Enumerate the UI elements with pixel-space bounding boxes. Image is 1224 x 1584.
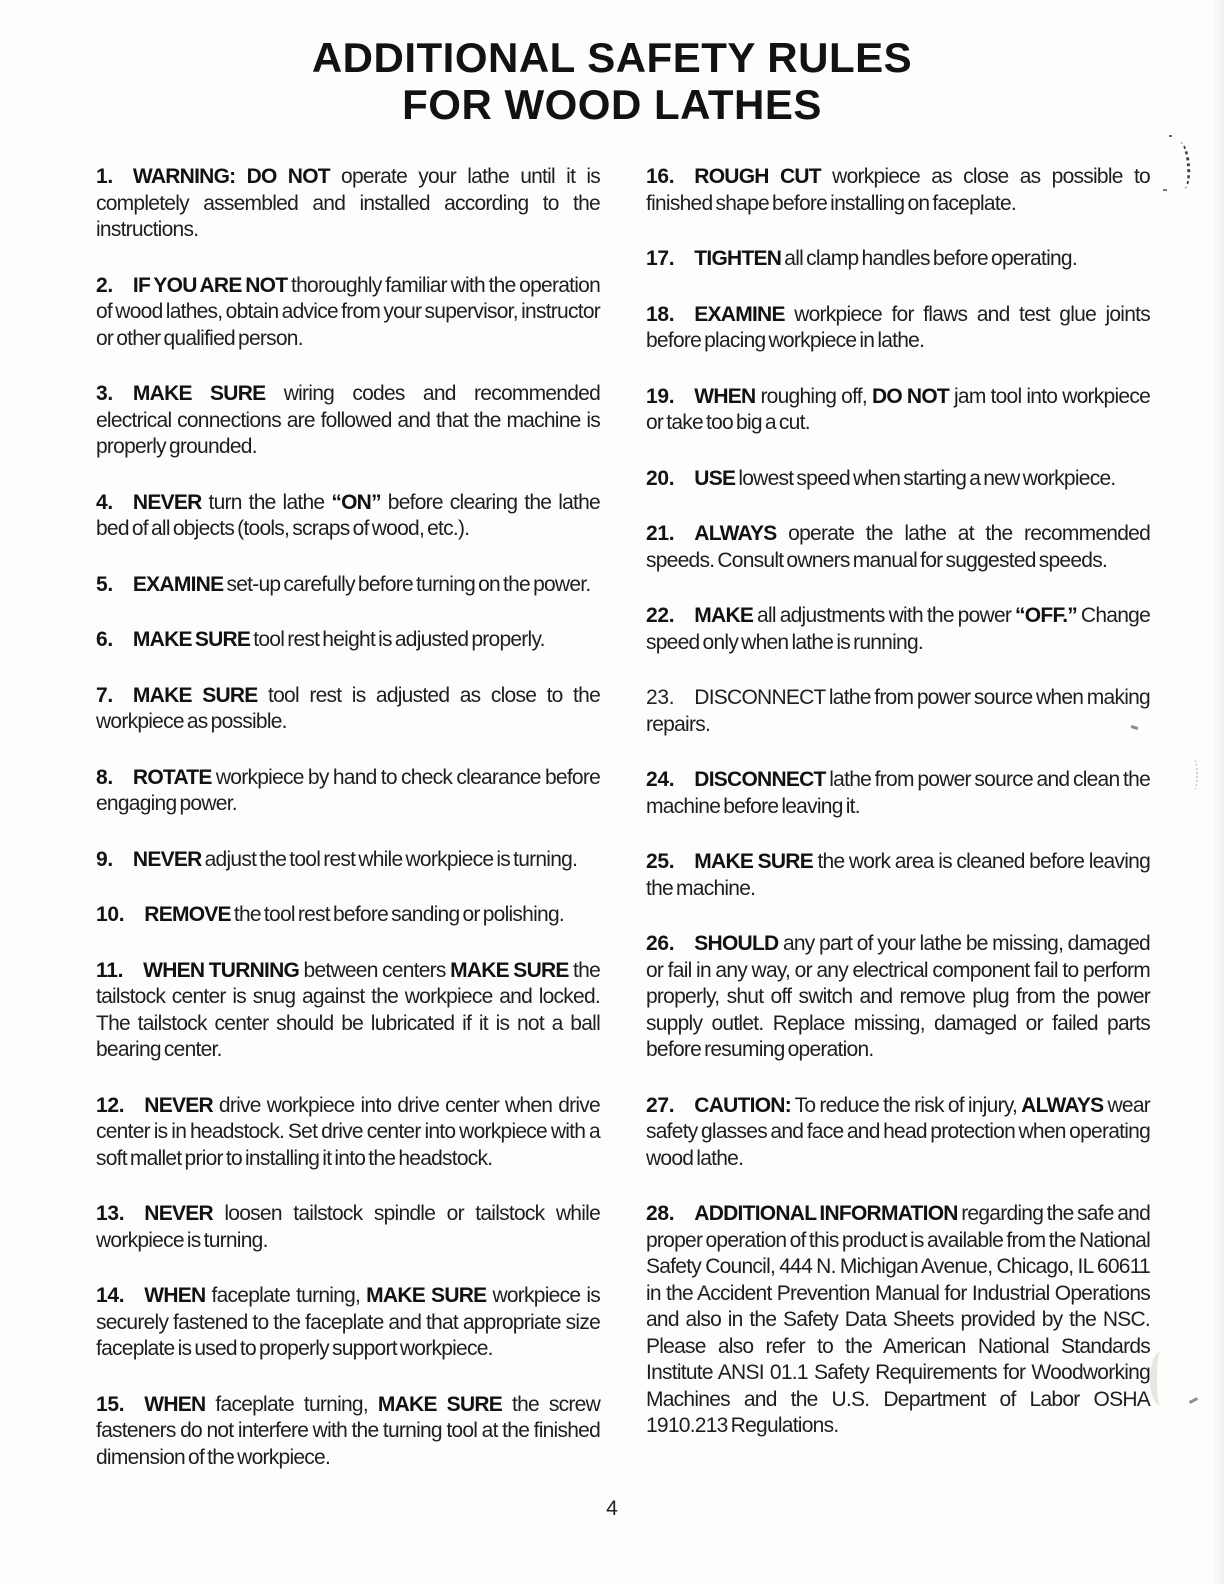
rule-number: 9.: [96, 847, 113, 871]
rule-text: tool rest is adjusted as close to the workpiece as possible.: [96, 683, 601, 733]
safety-rule-27: [646, 1093, 1150, 1173]
page-title-line2: FOR WOOD LATHES: [402, 81, 822, 128]
safety-rule-26: [646, 931, 1150, 1064]
rule-number: 15.: [96, 1392, 125, 1416]
rule-keyword: NEVER: [132, 490, 202, 514]
rule-text: before clearing the lathe bed of all objects (tools, scraps of wood, etc.).: [96, 490, 600, 540]
rule-keyword: REMOVE: [144, 903, 231, 926]
rule-number: 19.: [646, 384, 675, 408]
rule-keyword: ALWAYS: [1021, 1093, 1104, 1117]
rule-number: 12.: [96, 1093, 125, 1117]
rule-text: workpiece is securely fastened to the faceplate and that appropriate size faceplate is used to properly support workpiece.: [96, 1284, 600, 1360]
safety-rule-5: [96, 572, 600, 599]
rule-keyword: ALWAYS: [694, 522, 777, 545]
rule-keyword: TIGHTEN: [694, 247, 782, 270]
rule-keyword: WHEN TURNING: [143, 958, 300, 982]
rule-text: wiring codes and recommended electrical connections are followed and that the machine is properly grounded.: [96, 382, 601, 458]
rule-keyword: SHOULD: [694, 932, 779, 955]
rule-keyword: MAKE SURE: [694, 850, 813, 873]
rule-number: 26.: [646, 932, 675, 955]
safety-rule-19: [646, 384, 1150, 437]
rule-number: 8.: [96, 765, 113, 789]
rule-text: workpiece for flaws and test glue joints before placing workpiece in lathe.: [646, 302, 1150, 352]
safety-rule-23: [646, 685, 1150, 738]
rule-keyword: MAKE: [694, 604, 754, 627]
safety-rule-14: [96, 1283, 600, 1363]
safety-rule-2: [96, 273, 600, 353]
rule-text: jam tool into workpiece or take too big a cut.: [646, 384, 1150, 434]
rule-keyword: MAKE SURE: [377, 1392, 503, 1416]
rule-text: lowest speed when starting a new workpiece.: [735, 466, 1116, 490]
rule-text: loosen tailstock spindle or tailstock while workpiece is turning.: [96, 1202, 600, 1252]
rule-keyword: NEVER: [144, 1093, 213, 1117]
rule-keyword: ROUGH CUT: [694, 165, 821, 188]
rule-text: turn the lathe: [201, 490, 332, 514]
rule-keyword: NEVER: [132, 847, 202, 871]
scan-artifact-curve-bottom: [1150, 1352, 1171, 1406]
rule-keyword: EXAMINE: [132, 572, 224, 596]
rule-number: 22.: [646, 604, 675, 627]
rule-text: operate the lathe at the recommended speeds. Consult owners manual for suggested speeds.: [646, 522, 1150, 572]
safety-rule-17: [646, 246, 1150, 273]
rule-number: 24.: [646, 768, 675, 791]
rule-number: 20.: [646, 466, 675, 490]
rule-text: any part of your lathe be missing, damaged or fail in any way, or any electrical component fail to perform properly, shut off switch and remove plug from the power supply outlet. Replace missing, damaged or failed parts before resuming operation.: [646, 932, 1150, 1061]
rule-number: 16.: [646, 165, 675, 188]
rule-text: between centers: [299, 958, 451, 982]
page-title-line1: ADDITIONAL SAFETY RULES: [311, 34, 913, 81]
page-number: 4: [606, 1497, 618, 1520]
rule-number: 5.: [96, 572, 113, 596]
rule-text: all clamp handles before operating.: [781, 247, 1077, 270]
rule-number: 11.: [96, 958, 124, 982]
rule-number: 2.: [96, 273, 113, 297]
rule-number: 18.: [646, 302, 675, 326]
rule-text: faceplate turning,: [205, 1284, 367, 1307]
rule-text: set-up carefully before turning on the power.: [223, 572, 591, 596]
rule-text: the tailstock center is snug against the workpiece and locked. The tailstock center should be lubricated if it is not a ball bearing center.: [96, 958, 600, 1061]
rule-keyword: ROTATE: [132, 765, 212, 789]
rule-text: the tool rest before sanding or polishing.: [230, 903, 564, 926]
rules-column-right: [646, 164, 1150, 1500]
rule-number: 1.: [96, 165, 113, 188]
rule-keyword: “ON”: [331, 490, 381, 514]
rule-keyword: CAUTION:: [694, 1093, 791, 1117]
rule-text: drive workpiece into drive center when drive center is in headstock. Set drive center into workpiece with a soft mallet prior to installing it into the headstock.: [96, 1093, 600, 1170]
rule-number: 10.: [96, 903, 125, 926]
scan-artifact-dot: [1169, 135, 1172, 137]
rule-text: To reduce the risk of injury,: [790, 1093, 1022, 1117]
rule-number: 25.: [646, 850, 675, 873]
safety-rule-11: [96, 958, 600, 1064]
rule-keyword: WHEN: [694, 384, 756, 408]
rule-number: 3.: [96, 382, 113, 405]
rule-text: DISCONNECT lathe from power source when making repairs.: [646, 686, 1150, 736]
rule-keyword: MAKE SURE: [132, 628, 251, 651]
rule-keyword: WHEN: [144, 1392, 206, 1416]
safety-rule-25: [646, 849, 1150, 902]
rule-keyword: WARNING: DO NOT: [132, 165, 330, 188]
rule-text: thoroughly familiar with the operation of wood lathes, obtain advice from your supervisor, instructor or other qualified person.: [96, 273, 600, 350]
rule-number: 28.: [646, 1202, 675, 1225]
rule-keyword: DO NOT: [871, 384, 949, 408]
safety-rule-22: [646, 603, 1150, 656]
rule-text: roughing off,: [755, 384, 872, 408]
rule-keyword: DISCONNECT: [694, 768, 826, 791]
safety-rule-12: [96, 1093, 600, 1173]
rule-keyword: MAKE SURE: [132, 382, 266, 405]
scan-artifact-curve-mid: [1188, 757, 1198, 792]
rule-number: 23.: [646, 686, 675, 709]
rule-text: regarding the safe and proper operation of this product is available from the National Safety Council, 444 N. Michigan Avenue, Chicago, IL 60611 in the Accident Prevention Manual for Industrial Operations and also in the Safety Data Sheets provided by the NSC. Please also refer to the American National Standards Institute ANSI 01.1 Safety Requirements for Woodworking Machines and the U.S. Department of Labor OSHA 1910.213 Regulations.: [646, 1202, 1150, 1437]
rule-text: operate your lathe until it is completely assembled and installed according to the instructions.: [96, 165, 601, 241]
rule-keyword: IF YOU ARE NOT: [132, 273, 288, 297]
safety-rules-columns: [0, 128, 1224, 1500]
rule-keyword: MAKE SURE: [450, 958, 569, 982]
safety-rule-3: [96, 381, 600, 461]
safety-rule-21: [646, 521, 1150, 574]
rule-number: 17.: [646, 247, 675, 270]
safety-rule-6: [96, 627, 600, 654]
safety-rule-1: [96, 164, 600, 244]
rule-text: the screw fasteners do not interfere with the turning tool at the finished dimension of the workpiece.: [96, 1392, 600, 1469]
rule-text: tool rest height is adjusted properly.: [250, 628, 545, 651]
safety-rule-13: [96, 1201, 600, 1254]
rule-keyword: MAKE SURE: [132, 683, 258, 707]
rule-keyword: EXAMINE: [694, 302, 785, 326]
rule-number: 21.: [646, 522, 675, 545]
rule-keyword: NEVER: [144, 1202, 213, 1225]
rule-number: 27.: [646, 1093, 675, 1117]
safety-rule-28: [646, 1201, 1150, 1440]
rule-number: 7.: [96, 683, 113, 707]
rule-text: faceplate turning,: [205, 1392, 378, 1416]
rule-number: 6.: [96, 628, 113, 651]
rule-text: adjust the tool rest while workpiece is turning.: [201, 847, 578, 871]
rule-text: all adjustments with the power: [753, 604, 1016, 627]
safety-rule-7: [96, 683, 600, 736]
safety-rule-4: [96, 490, 600, 543]
rule-text: workpiece by hand to check clearance before engaging power.: [96, 765, 600, 815]
rules-column-left: [96, 164, 600, 1500]
scan-edge-shadow: [1212, 0, 1224, 1584]
safety-rule-8: [96, 765, 600, 818]
rule-keyword: “OFF.”: [1015, 604, 1078, 627]
safety-rule-15: [96, 1392, 600, 1472]
scan-artifact-dot: [1163, 189, 1167, 191]
rule-number: 13.: [96, 1202, 125, 1225]
rule-keyword: USE: [694, 466, 736, 490]
rule-text: the work area is cleaned before leaving the machine.: [646, 850, 1150, 900]
safety-rule-18: [646, 302, 1150, 355]
safety-rule-16: [646, 164, 1150, 217]
rule-number: 14.: [96, 1284, 125, 1307]
rule-text: lathe from power source and clean the machine before leaving it.: [646, 768, 1150, 818]
page-title: [0, 0, 1224, 128]
safety-rule-9: [96, 847, 600, 874]
safety-rule-10: [96, 902, 600, 929]
rule-number: 4.: [96, 490, 113, 514]
safety-rule-20: [646, 466, 1150, 493]
rule-keyword: ADDITIONAL INFORMATION: [694, 1202, 958, 1225]
rule-keyword: WHEN: [144, 1284, 206, 1307]
safety-rule-24: [646, 767, 1150, 820]
rule-text: workpiece as close as possible to finished shape before installing on faceplate.: [646, 165, 1150, 215]
rule-keyword: MAKE SURE: [366, 1284, 487, 1307]
rule-text: wear safety glasses and face and head protection when operating wood lathe.: [646, 1093, 1150, 1170]
rule-text: Change speed only when lathe is running.: [646, 604, 1150, 654]
